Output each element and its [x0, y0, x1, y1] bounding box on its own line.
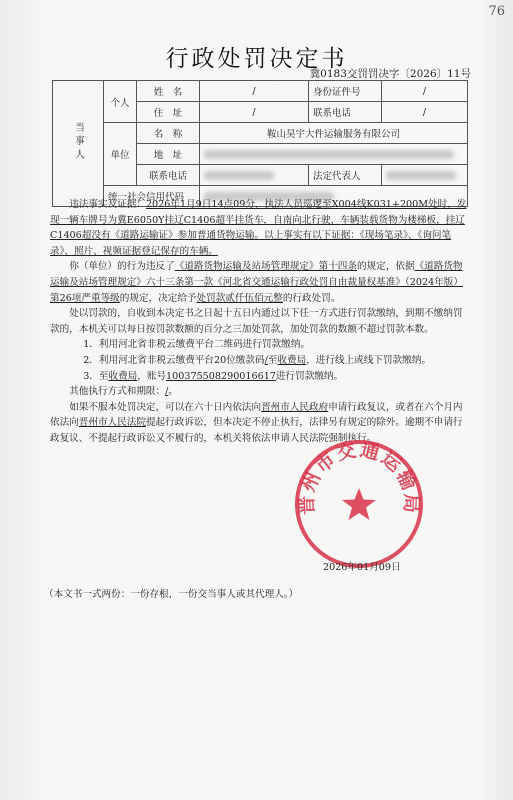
seal-text: 晋州市交通运输局 [295, 438, 423, 516]
payment-method-2: 2．利用河北省非税云缴费平台20位缴款码/至收费局，进行线上或线下罚款缴纳。 [83, 354, 431, 366]
bank-account: 100375508290016617 [166, 370, 276, 382]
unit-address-redacted [200, 144, 468, 165]
address-label: 住 址 [137, 102, 200, 123]
violation-facts: 2026年1月9日14点09分，执法人员巡逻至X004线K031+200M处时，发现一辆车牌号为冀E6050Y挂辽C1406超半挂货车，自南向北行驶，车辆装载货物为楼梯板，挂辽C1406超没有《道路运输证》参加普通货物运输。以上事实有以下证据：《现场笔录》、《询问笔录》、照片、视频证据登记保存的车辆。 [50, 199, 467, 257]
payment-deadline-paragraph: 处以罚款的，自收到本决定书之日起十五日内通过以下任一方式进行罚款缴纳，到期不缴纳罚款的，本机关可以每日按罚款数额的百分之三加处罚款，加处罚款的数额不超过罚款本数。 [50, 308, 463, 335]
unit-phone-label: 联系电话 [137, 165, 200, 186]
penalty-amount: 处罚款贰仟伍佰元整 [196, 292, 283, 304]
appeal-paragraph: 如果不服本处罚决定，可以在六十日内依法向晋州市人民政府申请行政复议，或者在六个月内依法向晋州市人民法院提起行政诉讼，但本决定不停止执行，法律另有规定的除外。逾期不申请行政复议、不提起行政诉讼又不履行的，本机关将依法申请人民法院强制执行。 [50, 401, 463, 444]
unit-name-label: 名 称 [137, 123, 200, 144]
name-value: / [200, 81, 309, 102]
party-info-table [52, 80, 468, 207]
legal-rep-redacted [382, 165, 468, 186]
seal-star-icon [342, 488, 376, 520]
individual-label: 个人 [104, 81, 137, 123]
document-title: 行政处罚决定书 [165, 46, 348, 72]
footnote: （本文书一式两份：一份存根，一份交当事人或其代理人。） [44, 589, 299, 600]
payment-method-3: 3．至收费局，账号100375508290016617进行罚款缴纳。 [83, 370, 344, 382]
id-label: 身份证件号 [309, 81, 382, 102]
official-seal [293, 438, 425, 570]
credit-code-label: 统一社会信用代码 [104, 186, 200, 207]
name-label: 姓 名 [137, 81, 200, 102]
payment-method-1: 1．利用河北省非税云缴费平台二维码进行罚款缴纳。 [83, 339, 310, 351]
phone-value: / [382, 102, 468, 123]
id-value: / [382, 81, 468, 102]
decision-body [50, 197, 470, 447]
party-label: 当事人 [53, 81, 104, 207]
unit-label: 单位 [104, 123, 137, 186]
violation-paragraph: 违法事实及证据：2026年1月9日14点09分，执法人员巡逻至X004线K031+200M处时，发现一辆车牌号为冀E6050Y挂辽C1406超半挂货车，自南向北行驶，车辆装载货物为楼梯板，挂辽C1406超没有《道路运输证》参加普通货物运输。以上事实有以下证据：《现场笔录》、《询问笔录》、照片、视频证据登记保存的车辆。 [50, 199, 467, 257]
address-value: / [200, 102, 309, 123]
unit-address-label: 地 址 [137, 144, 200, 165]
decision-date: 2026年01月09日 [323, 562, 401, 573]
penalty-paragraph: 你（单位）的行为违反了《道路货物运输及站场管理规定》第十四条的规定，依据《道路货物运输及站场管理规定》六十三条第一款《河北省交通运输行政处罚自由裁量权基准》（2024年版）第26项严重等级的规定，决定给予处罚款贰仟伍佰元整的行政处罚。 [50, 261, 463, 304]
unit-name-value: 鞍山昊宇大件运输服务有限公司 [200, 123, 468, 144]
phone-label: 联系电话 [309, 102, 382, 123]
document-number: 冀0183交罚罚决字〔2026〕11号 [309, 68, 471, 80]
unit-phone-redacted [200, 165, 309, 186]
corner-page-mark: 76 [488, 4, 505, 19]
other-execution-method: 其他执行方式和期限：/。 [69, 386, 178, 398]
legal-rep-label: 法定代表人 [309, 165, 382, 186]
